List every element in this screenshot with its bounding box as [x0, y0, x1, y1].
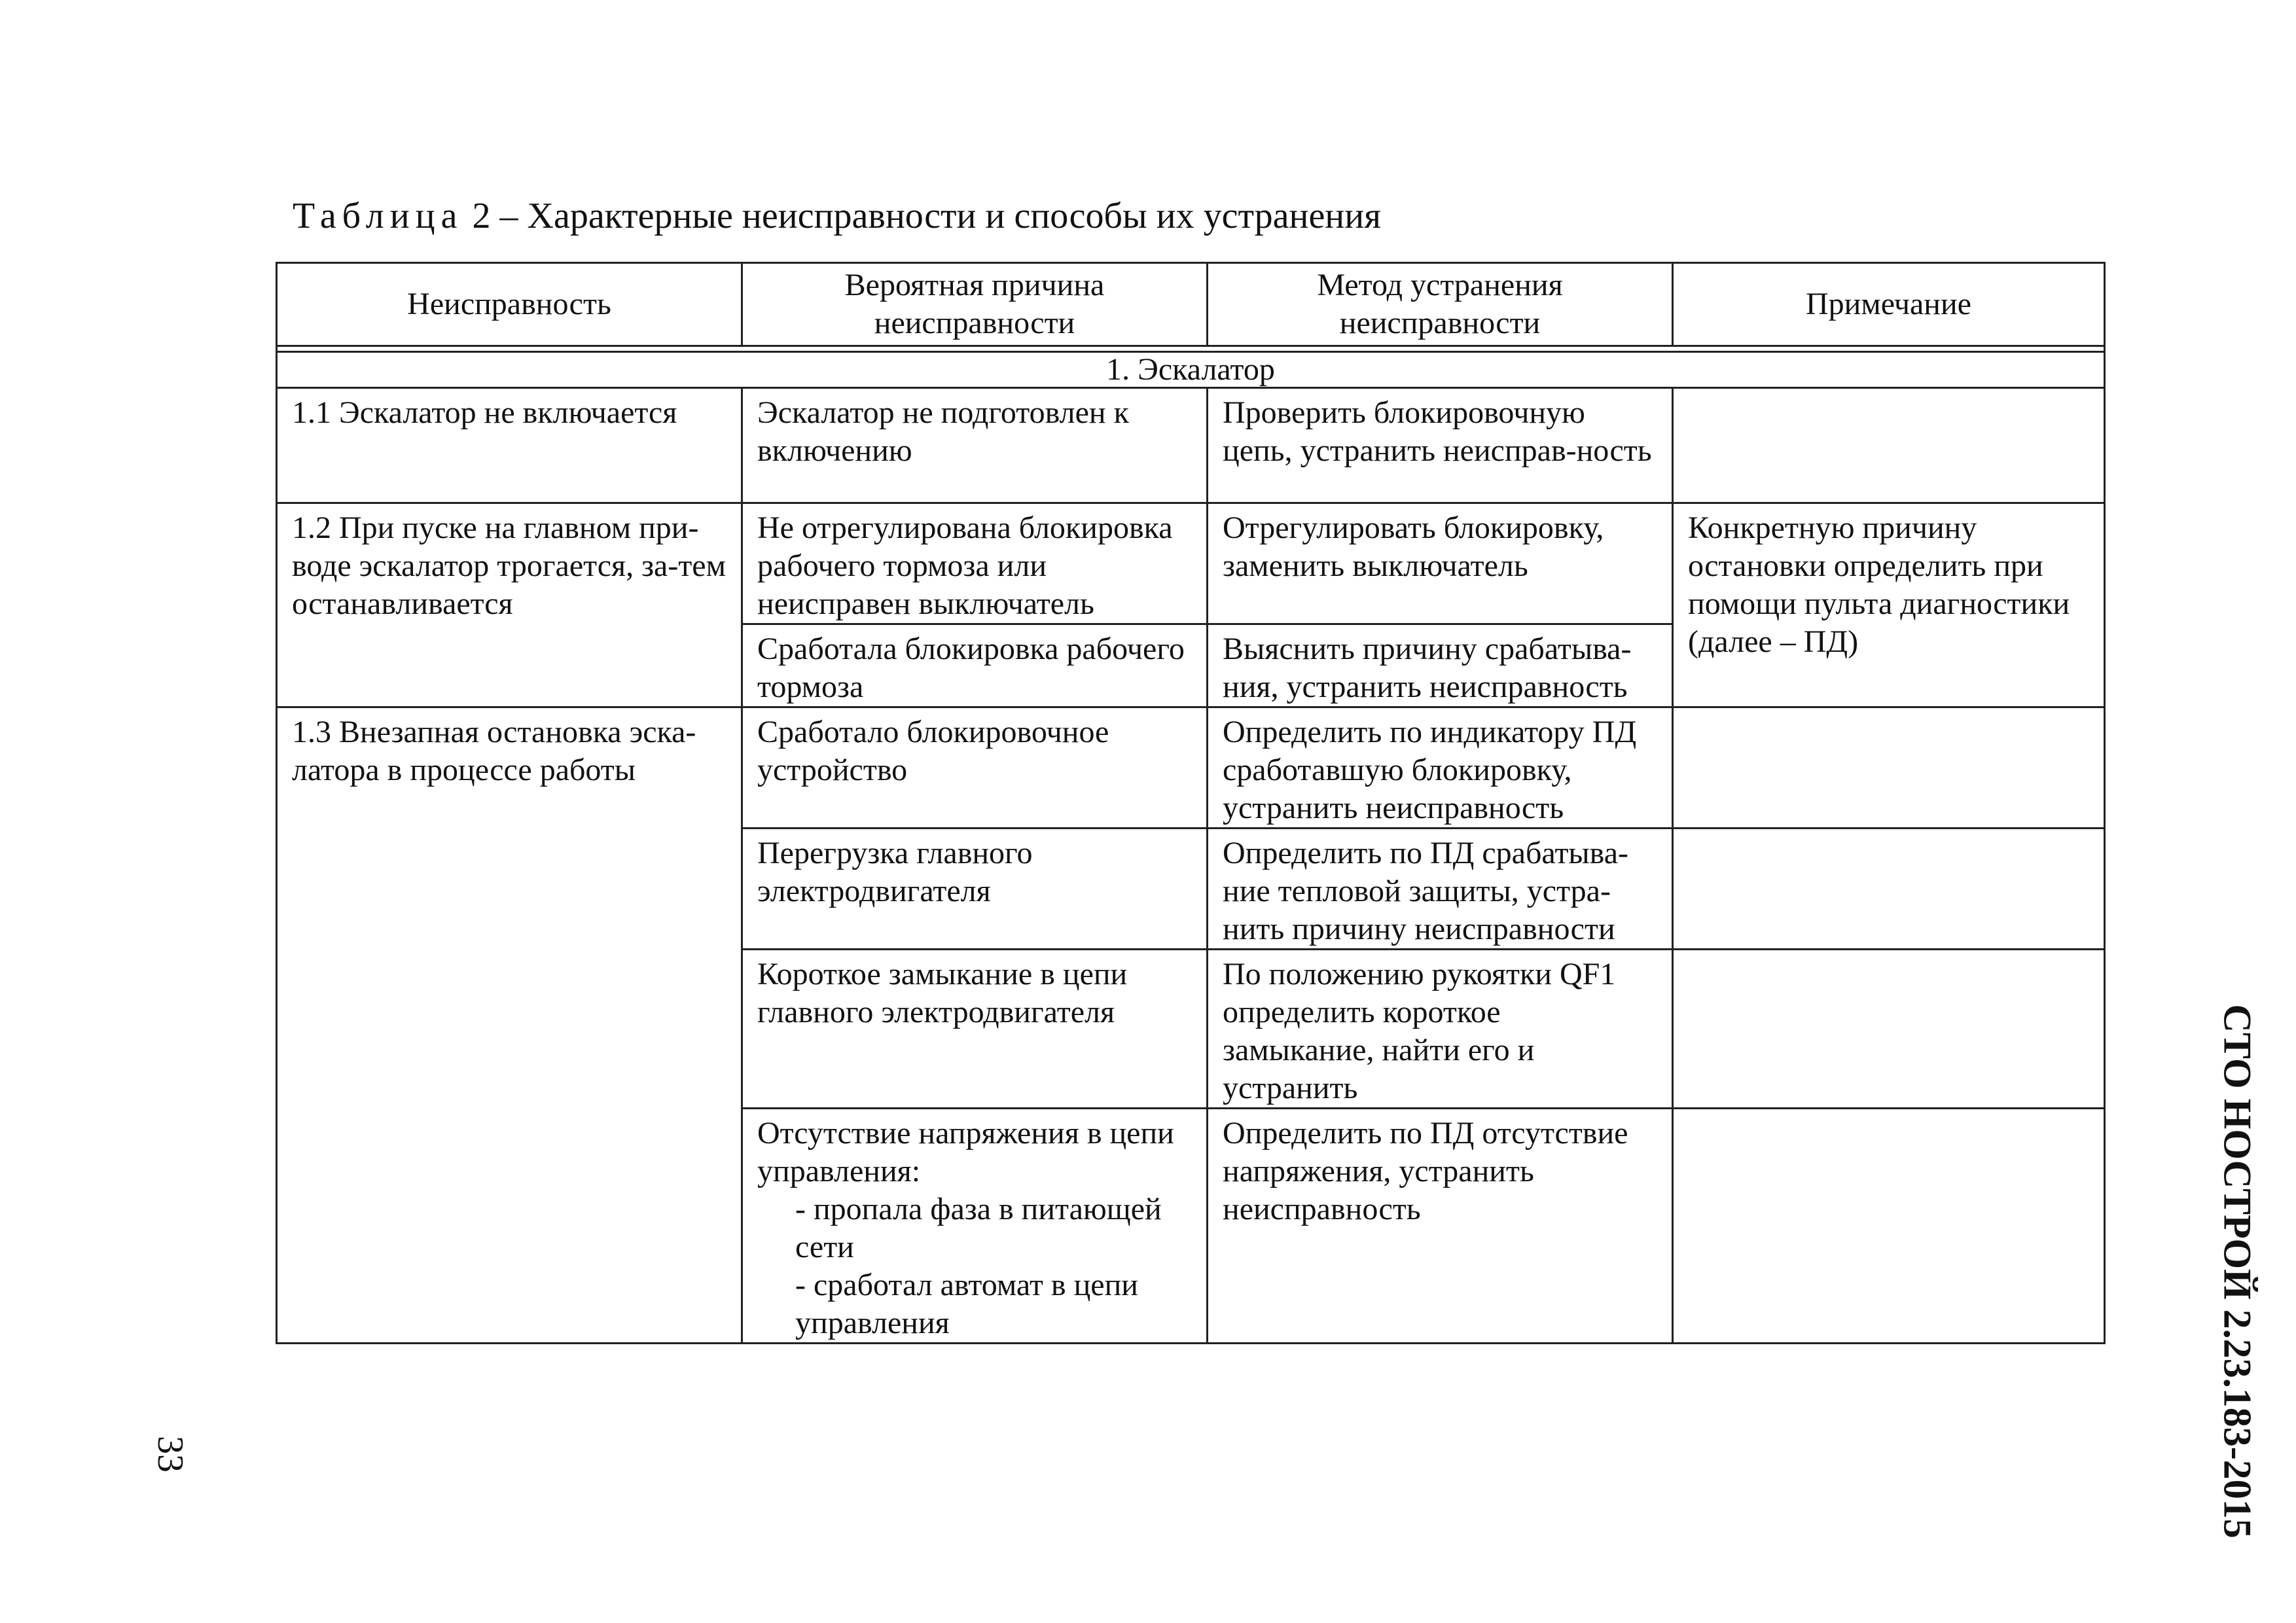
- cause-cell: Сработала блокировка рабочего тормоза: [742, 624, 1208, 707]
- header-note: Примечание: [1673, 263, 2105, 346]
- header-cause: Вероятная причина неисправности: [742, 263, 1208, 346]
- fault-cell: 1.3 Внезапная остановка эска-латора в процессе работы: [277, 707, 742, 1344]
- table-row: [277, 388, 2105, 503]
- note-cell: [1673, 388, 2105, 503]
- note-cell: [1673, 707, 2105, 829]
- method-cell: По положению рукоятки QF1 определить короткое замыкание, найти его и устранить: [1208, 950, 1673, 1109]
- cause-cell: Не отрегулирована блокировка рабочего тормоза или неисправен выключатель: [742, 503, 1208, 624]
- cause-intro: Отсутствие напряжения в цепи управления:: [757, 1116, 1174, 1188]
- cause-cell: Сработало блокировочное устройство: [742, 707, 1208, 829]
- page-number: 33: [150, 1436, 190, 1472]
- fault-cell: 1.2 При пуске на главном при-воде эскалатор трогается, за-тем останавливается: [277, 503, 742, 707]
- method-cell: Определить по индикатору ПД сработавшую блокировку, устранить неисправность: [1208, 707, 1673, 829]
- method-cell: Проверить блокировочную цепь, устранить неисправ-ность: [1208, 388, 1673, 503]
- cause-list-item: - сработал автомат в цепи управления: [795, 1268, 1138, 1340]
- fault-cell: 1.1 Эскалатор не включается: [277, 388, 742, 503]
- table-caption: [293, 195, 1381, 237]
- note-cell: [1673, 829, 2105, 950]
- caption-text: 2 – Характерные неисправности и способы их устранения: [463, 196, 1382, 236]
- header-fault: Неисправность: [277, 263, 742, 346]
- document-code: СТО НОСТРОЙ 2.23.183-2015: [2215, 1004, 2259, 1539]
- method-cell: Выяснить причину срабатыва-ния, устранить неисправность: [1208, 624, 1673, 707]
- caption-label: Таблица: [293, 196, 463, 236]
- cause-list-item: - пропала фаза в питающей сети: [795, 1192, 1162, 1264]
- faults-table: [276, 262, 2106, 1344]
- method-cell: Определить по ПД срабатыва-ние тепловой защиты, устра-нить причину неисправности: [1208, 829, 1673, 950]
- note-cell: [1673, 1109, 2105, 1344]
- header-method: Метод устранения неисправности: [1208, 263, 1673, 346]
- method-cell: Отрегулировать блокировку, заменить выключатель: [1208, 503, 1673, 624]
- cause-cell: Перегрузка главного электродвигателя: [742, 829, 1208, 950]
- note-cell: [1673, 950, 2105, 1109]
- section-title: 1. Эскалатор: [277, 352, 2105, 388]
- note-cell: Конкретную причину остановки определить при помощи пульта диагностики (далее – ПД): [1673, 503, 2105, 707]
- cause-cell: [742, 1109, 1208, 1344]
- table-row: [277, 707, 2105, 829]
- cause-cell: Короткое замыкание в цепи главного электродвигателя: [742, 950, 1208, 1109]
- section-row: [277, 352, 2105, 388]
- table-header-row: [277, 263, 2105, 346]
- cause-cell: Эскалатор не подготовлен к включению: [742, 388, 1208, 503]
- method-cell: Определить по ПД отсутствие напряжения, устранить неисправность: [1208, 1109, 1673, 1344]
- table-row: [277, 503, 2105, 624]
- header-separator: [277, 346, 2105, 352]
